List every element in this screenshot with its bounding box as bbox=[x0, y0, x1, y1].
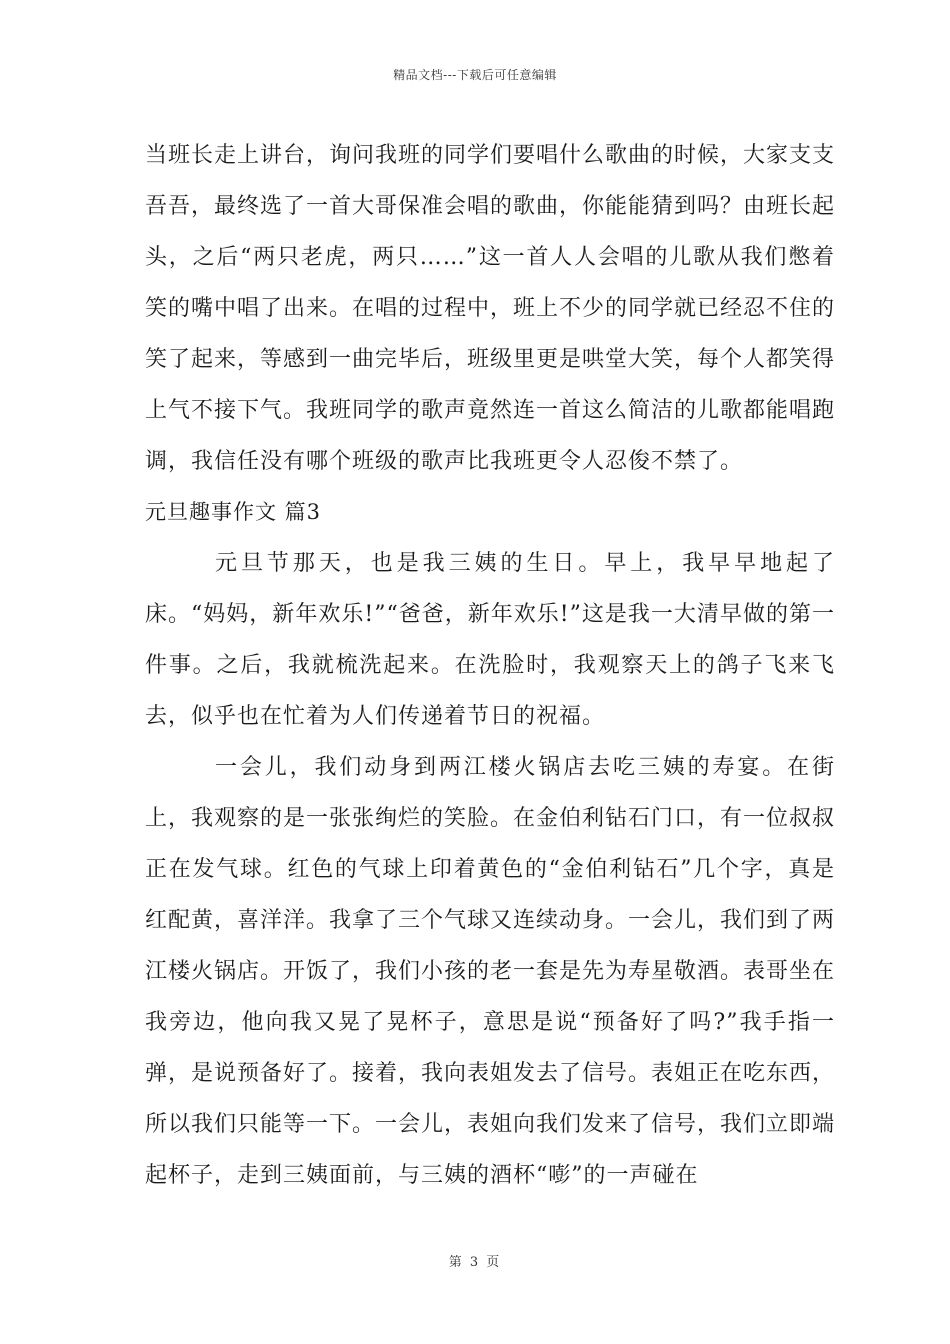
page-number: 第 3 页 bbox=[448, 1255, 502, 1270]
page-header: 精品文档---下载后可任意编辑 bbox=[393, 68, 557, 82]
section-title: 元旦趣事作文 篇3 bbox=[145, 500, 322, 524]
document-body bbox=[145, 130, 835, 1201]
body-paragraph: 一会儿，我们动身到两江楼火锅店去吃三姨的寿宴。在街上，我观察的是一张张绚烂的笑脸。在金伯利钻石门口，有一位叔叔正在发气球。红色的气球上印着黄色的“金伯利钻石”几个字，真是红配黄，喜洋洋。我拿了三个气球又连续动身。一会儿，我们到了两江楼火锅店。开饭了，我们小孩的老一套是先为寿星敬酒。表哥坐在我旁边，他向我又晃了晃杯子，意思是说“预备好了吗?”我手指一弹，是说预备好了。接着，我向表姐发去了信号。表姐正在吃东西，所以我们只能等一下。一会儿，表姐向我们发来了信号，我们立即端起杯子，走到三姨面前，与三姨的酒杯“嘭”的一声碰在 bbox=[145, 755, 836, 1188]
body-paragraph: 元旦节那天，也是我三姨的生日。早上，我早早地起了床。“妈妈，新年欢乐!”“爸爸，新年欢乐!”这是我一大清早做的第一件事。之后，我就梳洗起来。在洗脸时，我观察天上的鸽子飞来飞去，似乎也在忙着为人们传递着节日的祝福。 bbox=[145, 551, 835, 729]
body-paragraph: 当班长走上讲台，询问我班的同学们要唱什么歌曲的时候，大家支支吾吾，最终选了一首大哥保准会唱的歌曲，你能能猜到吗？由班长起头，之后“两只老虎，两只……”这一首人人会唱的儿歌从我们憋着笑的嘴中唱了出来。在唱的过程中，班上不少的同学就已经忍不住的笑了起来，等感到一曲完毕后，班级里更是哄堂大笑，每个人都笑得上气不接下气。我班同学的歌声竟然连一首这么简洁的儿歌都能唱跑调，我信任没有哪个班级的歌声比我班更令人忍俊不禁了。 bbox=[145, 143, 836, 474]
